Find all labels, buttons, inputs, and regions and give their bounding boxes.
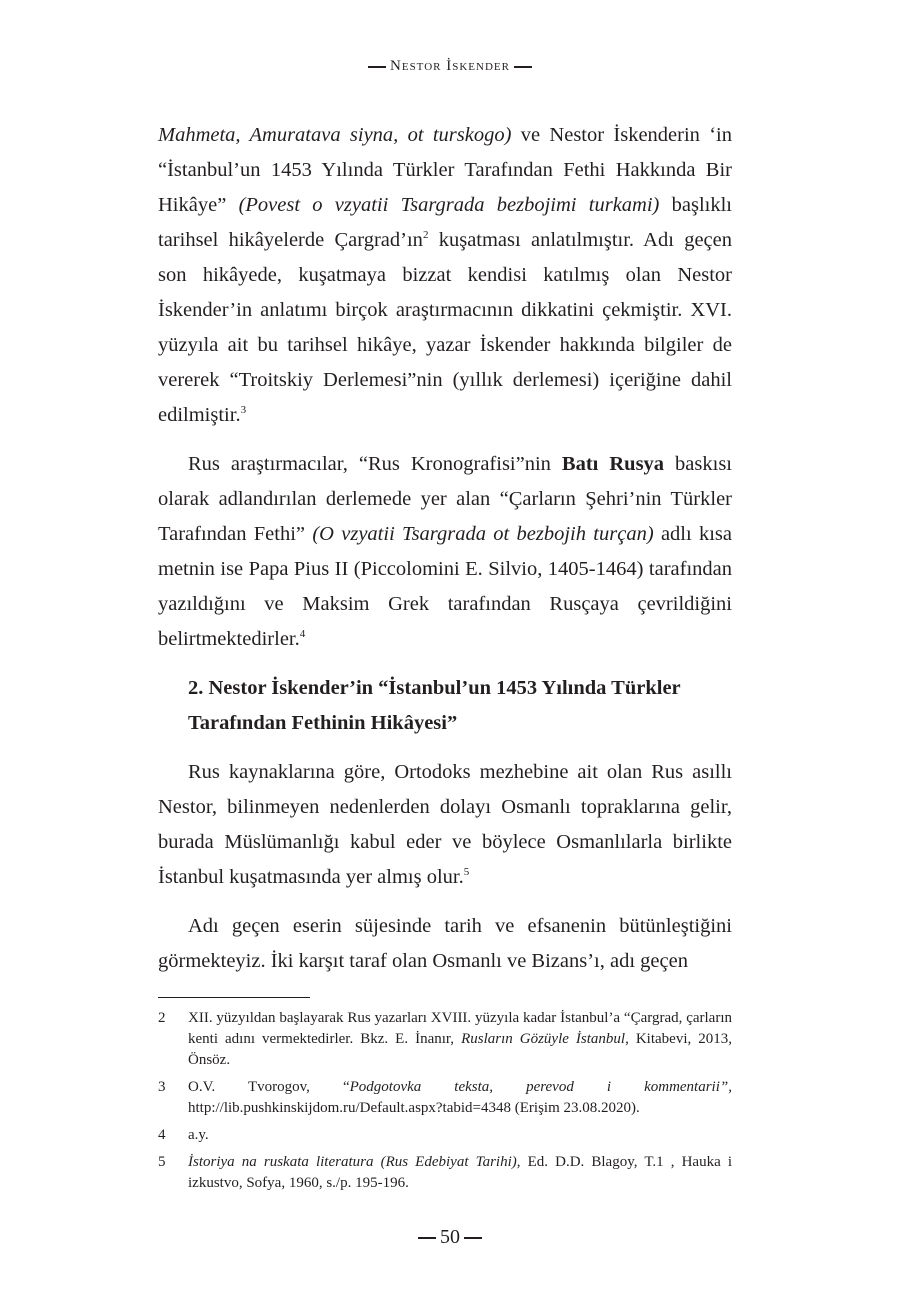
text-span: adlı kısa metnin ise Papa Pius II (Piccolomini E. Silvio, 1405-1464) tarafından yazıldığını ve Maksim Grek tarafından Rusçaya çevrildiğini belirtmektedirler.: [158, 523, 733, 650]
footnote-4: [158, 1125, 732, 1146]
paragraph-1: [158, 118, 732, 433]
bold-term: Batı Rusya: [561, 453, 665, 475]
italic-book-title: Podgotovka teksta, perevod i kommentarii”,: [349, 1079, 732, 1095]
text-span: baskısı olarak adlandırılan derlemede yer alan “Çarların Şehri’nin Türkler Tarafından Fethi”: [158, 453, 732, 545]
running-header: [0, 58, 900, 75]
section-heading: 2. Nestor İskender’in “İstanbul’un 1453 Yılında Türkler Tarafından Fethinin Hikâyesi”: [188, 677, 681, 734]
page-number-dash-right: [464, 1237, 482, 1239]
footnote-number: 4: [158, 1127, 166, 1143]
footnote-link[interactable]: http://lib.pushkinskijdom.ru/Default.aspx?tabid=4348 (Erişim 23.08.2020).: [188, 1100, 640, 1116]
text-span: ve Nestor İskenderin ‘in “İstanbul’un 1453 Yılında Türkler Tarafından Fethi Hakkında Bir Hikâye”: [158, 124, 732, 216]
text-span: Rus araştırmacılar, “Rus Kronografisi”nin: [188, 453, 562, 475]
text-span: O.V. Tvorogov, “: [188, 1079, 350, 1095]
header-dash-left: [368, 66, 386, 68]
paragraph-2: [158, 447, 732, 657]
italic-title-fragment: Mahmeta, Amuratava siyna, ot turskogo): [158, 124, 512, 146]
paragraph-3: [158, 755, 732, 895]
footnote-2: [158, 1008, 732, 1071]
text-span: , Ed. D.D. Blagoy, T.1 , Hauka i izkustvo, Sofya, 1960, s./p. 195-196.: [188, 1154, 732, 1191]
body-text: [158, 118, 732, 979]
page-number-dash-left: [418, 1237, 436, 1239]
footnote-3: [158, 1077, 732, 1119]
header-title: Nestor İskender: [390, 58, 510, 74]
footnote-5: [158, 1152, 732, 1194]
footnote-ref[interactable]: 2: [422, 229, 429, 241]
footnote-number: 3: [158, 1079, 166, 1095]
footnote-ref[interactable]: 5: [463, 866, 470, 878]
footnote-ref[interactable]: 3: [240, 404, 247, 416]
text-span: XII. yüzyıldan başlayarak Rus yazarları XVIII. yüzyıla kadar İstanbul’a “Çargrad, çarların kenti adını vermektedirler. Bkz. E. İnanır,: [188, 1010, 732, 1047]
footnote-text: [188, 1125, 732, 1146]
footnote-number: 2: [158, 1010, 166, 1026]
paragraph-4: [158, 909, 732, 979]
page-number-value: 50: [440, 1226, 460, 1248]
header-dash-right: [514, 66, 532, 68]
italic-russian-title: (O vzyatii Tsargrada ot bezbojih turçan): [312, 523, 654, 545]
text-span: a.y.: [188, 1127, 209, 1143]
footnote-text: [188, 1008, 732, 1071]
footnote-separator: [158, 997, 310, 998]
text-span: kuşatması anlatılmıştır. Adı geçen son hikâyede, kuşatmaya bizzat kendisi katılmış olan Nestor İskender’in anlatımı birçok araştırmacının dikkatini çekmiştir. XVI. yüzyıla ait bu tarihsel hikâye, yazar İskender hakkında bilgiler de vererek “Troitskiy Derlemesi”nin (yıllık derlemesi) içeriğine dahil edilmiştir.: [158, 229, 732, 426]
footnote-text: [188, 1077, 732, 1119]
footnotes: [158, 1008, 732, 1200]
italic-book-title: İstoriya na ruskata literatura (Rus Edebiyat Tarihi): [188, 1154, 517, 1170]
footnote-number: 5: [158, 1154, 166, 1170]
text-span: Rus kaynaklarına göre, Ortodoks mezhebine ait olan Rus asıllı Nestor, bilinmeyen nedenlerden dolayı Osmanlı topraklarına gelir, burada Müslümanlığı kabul eder ve böylece Osmanlılarla birlikte İstanbul kuşatmasında yer almış olur.: [158, 761, 732, 888]
italic-russian-title: (Povest o vzyatii Tsargrada bezbojimi turkami): [238, 194, 660, 216]
italic-book-title: Rusların Gözüyle İstanbul: [461, 1031, 626, 1047]
footnote-text: [188, 1152, 732, 1194]
footnote-ref[interactable]: 4: [299, 628, 306, 640]
text-span: , Kitabevi, 2013, Önsöz.: [188, 1031, 733, 1068]
text-span: başlıklı tarihsel hikâyelerde Çargrad’ın: [158, 194, 732, 251]
text-span: Adı geçen eserin süjesinde tarih ve efsanenin bütünleştiğini görmekteyiz. İki karşıt taraf olan Osmanlı ve Bizans’ı, adı geçen: [158, 915, 732, 972]
page-number: [0, 1226, 900, 1249]
